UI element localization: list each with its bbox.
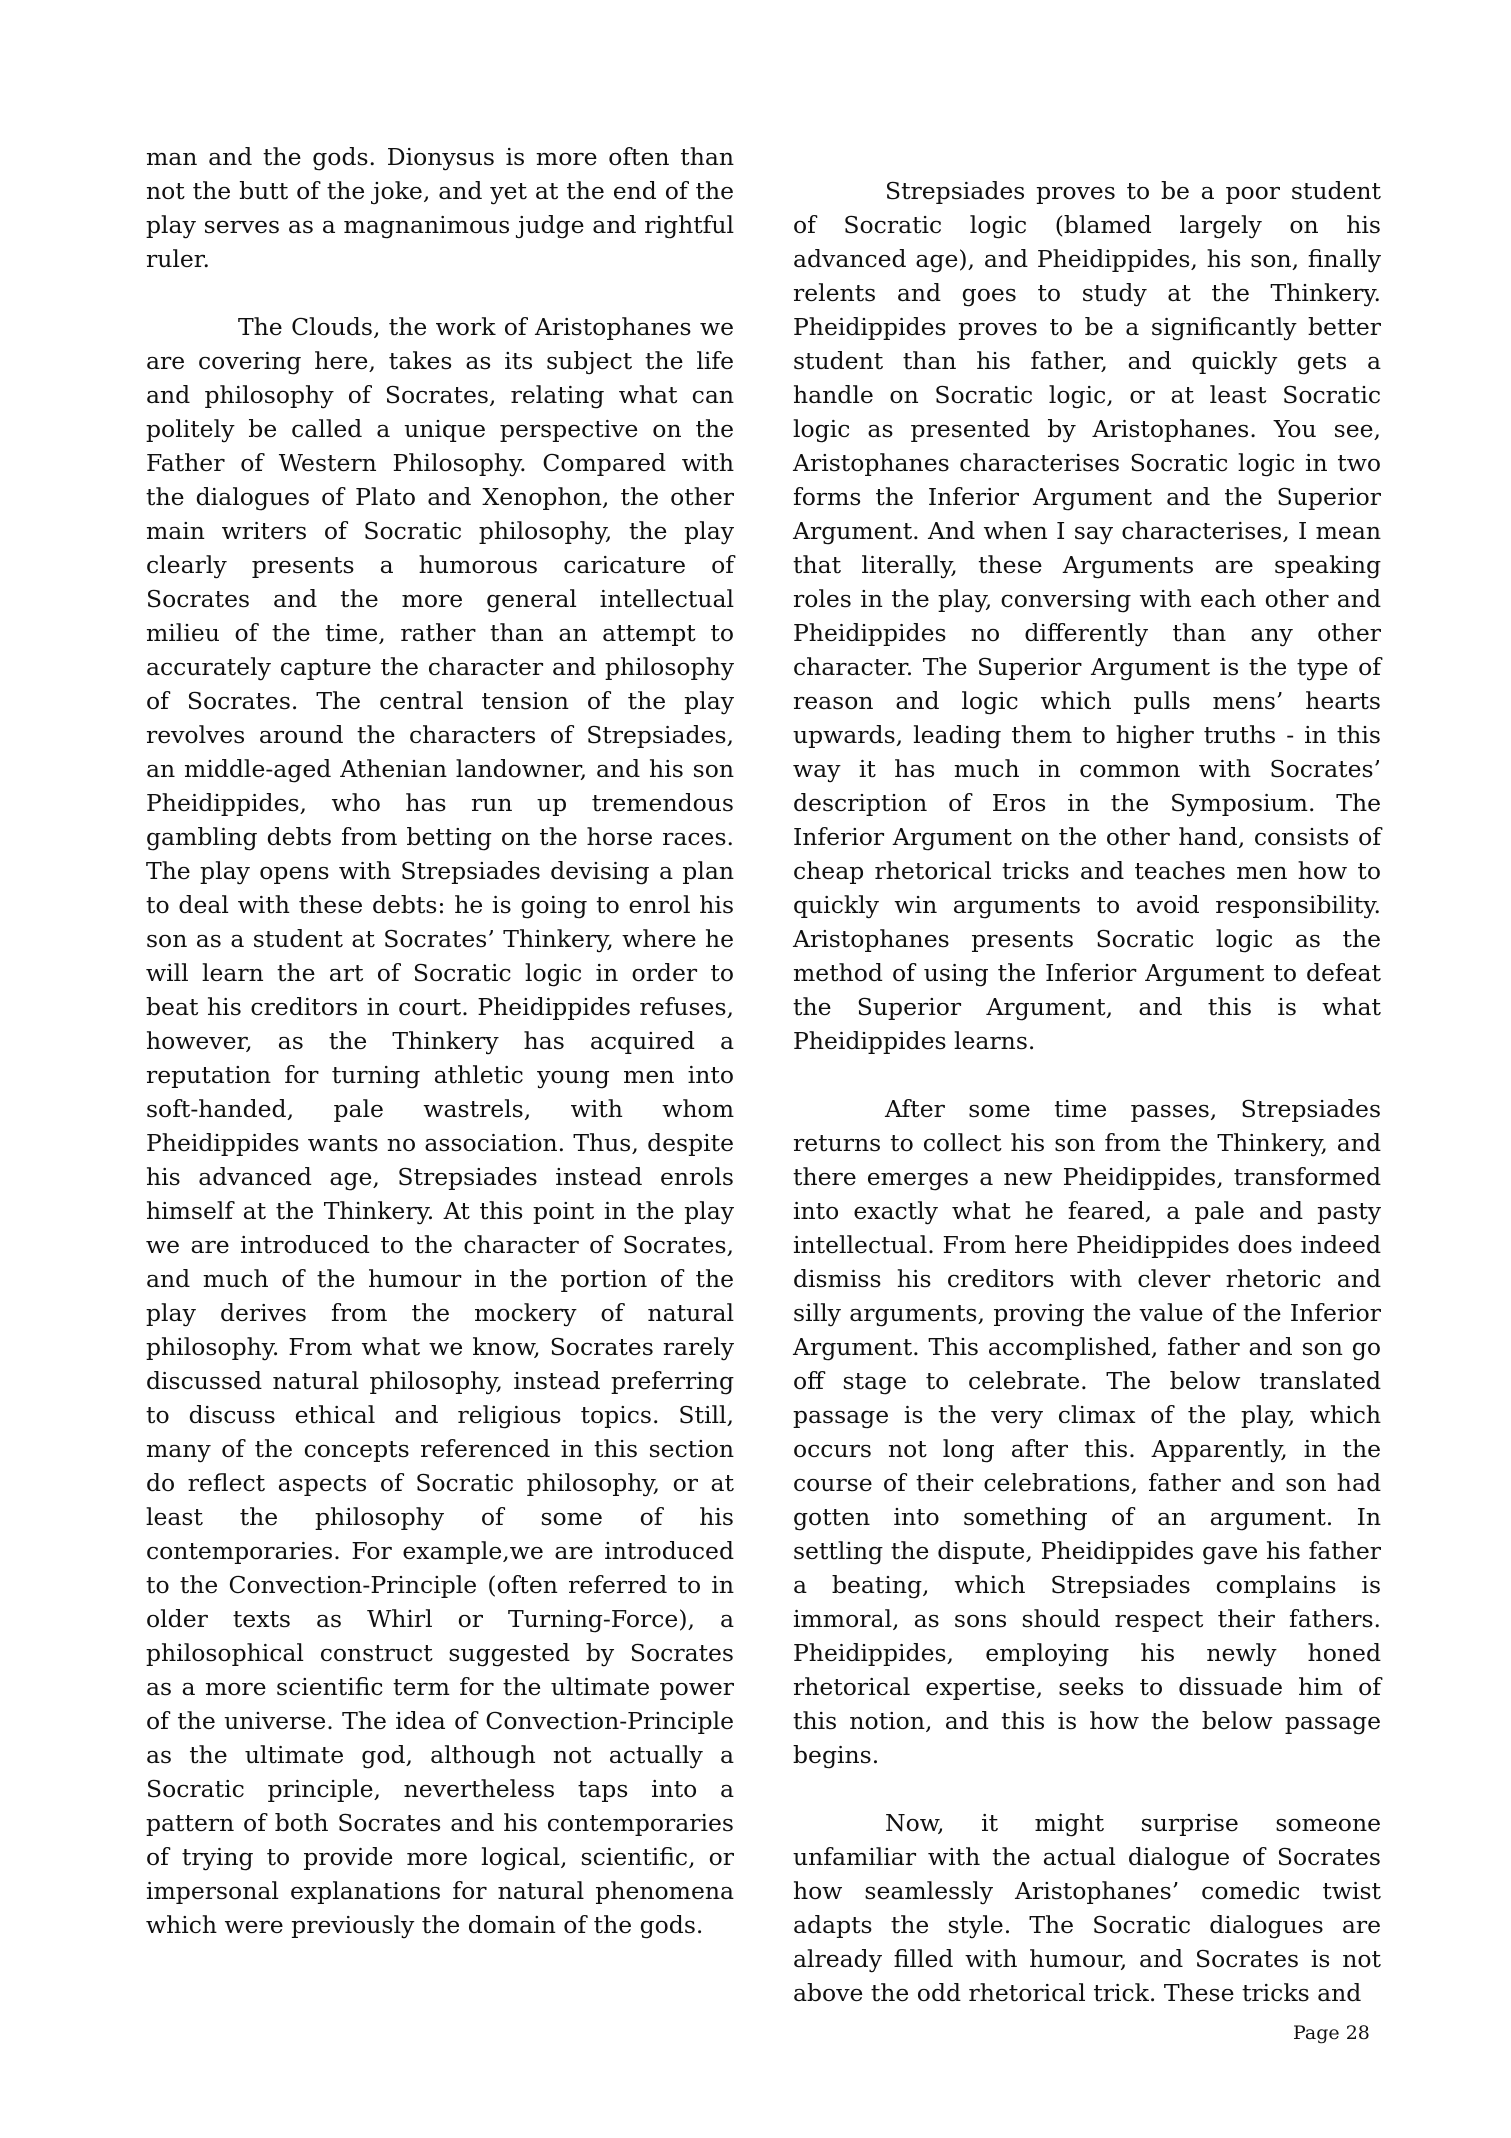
paragraph-strepsiades-student: Strepsiades proves to be a poor student of Socratic logic (blamed largely on his advanced age), and Pheidippides, his son, finally relents and goes to study at the Thinkery. Pheidippides proves to be a significantly better student than his father, and quickly gets a handle on Socratic logic, or at least Socratic logic as presented by Aristophanes. You see, Aristophanes characterises Socratic logic in two forms the Inferior Argument and the Superior Argument. And when I say characterises, I mean that literally, these Arguments are speaking roles in the play, conversing with each other and Pheidippides no differently than any other character. The Superior Argument is the type of reason and logic which pulls mens’ hearts upwards, leading them to higher truths - in this way it has much in common with Socrates’ description of Eros in the Symposium. The Inferior Argument on the other hand, consists of cheap rhetorical tricks and teaches men how to quickly win arguments to avoid responsibility. Aristophanes presents Socratic logic as the method of using the Inferior Argument to defeat the Superior Argument, and this is what Pheidippides learns. [793, 177, 1381, 1055]
right-column [793, 174, 1381, 2010]
left-column [146, 140, 734, 1942]
paragraph-clouds-intro: The Clouds, the work of Aristophanes we are covering here, takes as its subject the life and philosophy of Socrates, relating what can politely be called a unique perspective on the Father of Western Philosophy. Compared with the dialogues of Plato and Xenophon, the other main writers of Socratic philosophy, the play clearly presents a humorous caricature of Socrates and the more general intellectual milieu of the time, rather than an attempt to accurately capture the character and philosophy of Socrates. The central tension of the play revolves around the characters of Strepsiades, an middle-aged Athenian landowner, and his son Pheidippides, who has run up tremendous gambling debts from betting on the horse races. The play opens with Strepsiades devising a plan to deal with these debts: he is going to enrol his son as a student at Socrates’ Thinkery, where he will learn the art of Socratic logic in order to beat his creditors in court. Pheidippides refuses, however, as the Thinkery has acquired a reputation for turning athletic young men into soft-handed, pale wastrels, with whom Pheidippides wants no association. Thus, despite his advanced age, Strepsiades instead enrols himself at the Thinkery. At this point in the play we are introduced to the character of Socrates, and much of the humour in the portion of the play derives from the mockery of natural philosophy. From what we know, Socrates rarely discussed natural philosophy, instead preferring to discuss ethical and religious topics. Still, many of the concepts referenced in this section do reflect aspects of Socratic philosophy, or at least the philosophy of some of his contemporaries. For example,we are introduced to the Convection-Principle (often referred to in older texts as Whirl or Turning-Force), a philosophical construct suggested by Socrates as a more scientific term for the ultimate power of the universe. The idea of Convection-Principle as the ultimate god, although not actually a Socratic principle, nevertheless taps into a pattern of both Socrates and his contemporaries of trying to provide more logical, scientific, or impersonal explanations for natural phenomena which were previously the domain of the gods. [146, 313, 734, 1939]
paragraph-now-it-might: Now, it might surprise someone unfamiliar with the actual dialogue of Socrates how seamlessly Aristophanes’ comedic twist adapts the style. The Socratic dialogues are already filled with humour, and Socrates is not above the odd rhetorical trick. These tricks and [793, 1809, 1381, 2007]
paragraph-continuation: man and the gods. Dionysus is more often than not the butt of the joke, and yet at the end of the play serves as a magnanimous judge and rightful ruler. [146, 143, 734, 273]
page-number: Page 28 [1293, 2022, 1370, 2044]
paragraph-after-some-time: After some time passes, Strepsiades returns to collect his son from the Thinkery, and there emerges a new Pheidippides, transformed into exactly what he feared, a pale and pasty intellectual. From here Pheidippides does indeed dismiss his creditors with clever rhetoric and silly arguments, proving the value of the Inferior Argument. This accomplished, father and son go off stage to celebrate. The below translated passage is the very climax of the play, which occurs not long after this. Apparently, in the course of their celebrations, father and son had gotten into something of an argument. In settling the dispute, Pheidippides gave his father a beating, which Strepsiades complains is immoral, as sons should respect their fathers. Pheidippides, employing his newly honed rhetorical expertise, seeks to dissuade him of this notion, and this is how the below passage begins. [793, 1095, 1381, 1769]
